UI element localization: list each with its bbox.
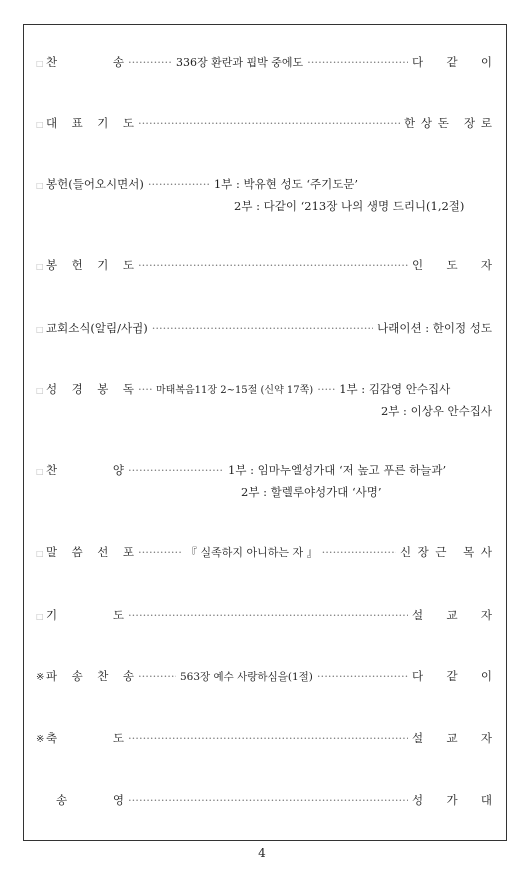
item-line1: 1부 : 김갑영 안수집사 <box>339 382 451 396</box>
order-news: □ 교회소식(알림/사귐) ····· 나래이션 : 한이정 성도 <box>36 321 492 337</box>
item-middle: 336장 환란과 핍박 중에도 <box>176 56 304 69</box>
order-sermon: □ 말 씀 선 포 ····· 『 실족하지 아니하는 자 』 ····· 신 장 근 목 사 <box>36 545 492 561</box>
order-response <box>36 793 492 808</box>
item-label: 송 영 <box>56 793 124 807</box>
order-hymn-1 <box>36 55 492 71</box>
order-benediction: ※ 축 도 ····· 설 교 자 <box>36 731 492 747</box>
item-right: 성 가 대 <box>412 793 492 807</box>
item-middle: 마태복음11장 2~15절 (신약 17쪽) <box>156 385 314 396</box>
item-label: 말 씀 선 포 <box>46 545 134 559</box>
item-line2: 2부 : 이상우 안수집사 <box>380 404 492 418</box>
order-offering-prayer: □ 봉 헌 기 도 ····· 인 도 자 <box>36 258 492 274</box>
bullet-marker: □ <box>36 59 44 68</box>
sermon-title: 『 실족하지 아니하는 자 』 <box>186 546 318 559</box>
item-label: 찬 송 <box>46 55 124 69</box>
item-line1: 1부 : 박유현 성도 ‘주기도문’ <box>213 177 359 191</box>
bulletin-frame <box>23 24 507 841</box>
item-right: 다 같 이 <box>412 55 492 69</box>
item-right: 인 도 자 <box>412 258 492 272</box>
item-label: 파 송 찬 송 <box>46 669 134 683</box>
item-label: 봉 헌 기 도 <box>46 258 134 272</box>
item-line2: 2부 : 다같이 ‘213장 나의 생명 드리니(1,2절) <box>234 199 465 213</box>
item-label: 봉헌(들어오시면서) <box>46 177 144 191</box>
item-line2: 2부 : 할렐루야성가대 ‘사명’ <box>241 485 382 499</box>
item-label: 기 도 <box>46 608 124 622</box>
order-scripture: □ 성 경 봉 독 ····· 마태복음11장 2~15절 (신약 17쪽) ····· 1부 : 김갑영 안수집사 2부 : 이상우 안수집사 <box>36 382 492 419</box>
item-line1: 1부 : 임마누엘성가대 ‘저 높고 푸른 하늘과’ <box>228 463 447 477</box>
item-label: 성 경 봉 독 <box>46 382 134 396</box>
item-label: 대 표 기 도 <box>46 116 134 130</box>
star-marker: ※ <box>36 672 45 683</box>
item-middle: 563장 예수 사랑하심을(1절) <box>180 671 313 683</box>
order-prayer: □ 대 표 기 도 ····· 한 상 돈 장 로 <box>36 116 492 132</box>
page-number: 4 <box>258 846 266 860</box>
item-right: 다 같 이 <box>412 669 492 683</box>
item-label: 찬 양 <box>46 463 124 477</box>
order-offering: □ 봉헌(들어오시면서) ····· 1부 : 박유현 성도 ‘주기도문’ 2부 : 다같이 ‘213장 나의 생명 드리니(1,2절) <box>36 177 492 214</box>
item-right: 한 상 돈 장 로 <box>404 116 492 130</box>
item-right: 신 장 근 목 사 <box>400 545 492 559</box>
order-choir: □ 찬 양 ····· 1부 : 임마누엘성가대 ‘저 높고 푸른 하늘과’ 2부 : 할렐루야성가대 ‘사명’ <box>36 463 492 500</box>
item-right: 설 교 자 <box>412 608 492 622</box>
item-label: 교회소식(알림/사귐) <box>46 321 148 335</box>
item-label: 축 도 <box>46 731 124 745</box>
item-right: 나래이션 : 한이정 성도 <box>377 321 492 335</box>
order-prayer-2: □ 기 도 ····· 설 교 자 <box>36 608 492 624</box>
order-hymn-2 <box>36 669 492 685</box>
item-right: 설 교 자 <box>412 731 492 745</box>
